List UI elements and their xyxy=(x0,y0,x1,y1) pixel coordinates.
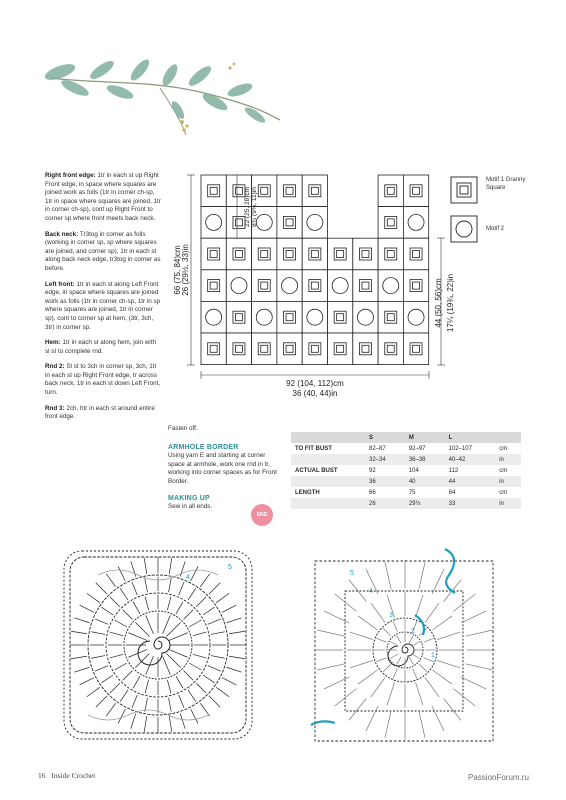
right-chart-round-label: 5 xyxy=(350,570,354,577)
motif1-legend-icon xyxy=(450,176,478,204)
table-cell xyxy=(291,454,365,465)
granny-square-motif xyxy=(328,333,353,365)
table-cell: cm xyxy=(499,467,508,474)
stitch-mark xyxy=(132,695,137,708)
stitch-mark xyxy=(461,677,486,689)
back-neck-heading: Back neck: xyxy=(45,230,79,238)
stitch-mark xyxy=(180,561,185,576)
stitch-mark xyxy=(123,610,133,620)
table-cell: 26 xyxy=(365,498,405,509)
table-cell xyxy=(291,476,365,487)
stitch-mark xyxy=(145,578,148,592)
stitch-mark xyxy=(209,696,220,707)
table-cell: TO FIT BUST xyxy=(295,445,332,452)
stitch-mark xyxy=(229,631,245,634)
stitch-mark xyxy=(74,667,89,672)
stitch-mark xyxy=(358,670,377,684)
stitch-mark xyxy=(144,558,147,574)
stitch-mark xyxy=(433,616,452,630)
hem-heading: Hem: xyxy=(45,339,61,347)
stitch-mark xyxy=(163,615,171,633)
stitch-mark xyxy=(413,668,417,678)
granny-square-motif xyxy=(378,207,403,239)
size-table-header-row xyxy=(291,432,521,443)
table-cell: 36 xyxy=(365,476,405,487)
stitch-mark xyxy=(437,632,460,639)
inner-height-label-cm: 22 (25, 28)cm xyxy=(244,186,251,228)
stitch-mark xyxy=(222,678,236,685)
stitch-mark xyxy=(358,616,377,630)
stitch-mark xyxy=(123,670,133,680)
stitch-mark xyxy=(453,689,475,706)
stitch-mark xyxy=(412,654,420,659)
stitch-mark xyxy=(216,593,229,602)
stitch-mark xyxy=(167,680,171,694)
stitch-mark xyxy=(176,676,183,688)
stitch-mark xyxy=(166,622,180,636)
left-column xyxy=(45,172,161,429)
stitch-mark xyxy=(211,656,225,659)
granny-square-motif xyxy=(252,333,277,365)
stitch-mark xyxy=(416,595,423,618)
rnd2-heading: Rnd 2: xyxy=(45,363,65,371)
right-chart-round-label: 3 xyxy=(389,612,393,619)
left-front-paragraph xyxy=(45,281,161,333)
motif-grid xyxy=(201,175,429,365)
stitch-mark xyxy=(179,695,184,708)
stitch-mark xyxy=(419,710,425,737)
stitch-mark xyxy=(432,569,444,594)
hem-body: 1tr in each st along hem, join with sl st to complete rnd. xyxy=(45,339,156,355)
granny-square-motif xyxy=(403,270,428,302)
stitch-mark xyxy=(226,618,241,623)
table-cell: 44 xyxy=(445,476,496,487)
hem-paragraph xyxy=(45,339,161,356)
granny-square-motif xyxy=(252,270,277,302)
table-cell: 102–107 xyxy=(448,445,472,452)
granny-square-motif xyxy=(277,175,302,207)
granny-square-motif xyxy=(403,175,428,207)
stitch-mark xyxy=(110,654,124,658)
stitch-mark xyxy=(383,628,391,636)
stitch-mark xyxy=(371,678,385,697)
stitch-mark xyxy=(183,610,193,620)
table-cell xyxy=(291,498,365,509)
stitch-mark xyxy=(180,713,185,728)
stitch-mark xyxy=(433,670,452,684)
right-front-edge-body: 1tr in each st up Right Front edge, in space where squares are joined work as foll​s (1tr in corner ch-sp, 1tr in space where squares are joined, 1tr in corner ch-sp), cont up Right Front to corner sp where front meets back neck. xyxy=(45,172,161,222)
stitch-mark xyxy=(409,635,414,643)
table-cell: 66 xyxy=(369,489,376,496)
table-row xyxy=(291,487,521,498)
stitch-mark xyxy=(169,578,172,592)
stitch-mark xyxy=(118,709,125,723)
table-cell: ACTUAL BUST xyxy=(295,467,338,474)
stitch-mark xyxy=(425,678,439,697)
stitch-mark xyxy=(133,602,140,614)
granny-square-motif xyxy=(302,333,327,365)
table-cell: 32–34 xyxy=(365,454,405,465)
table-cell: 33 xyxy=(445,498,496,509)
size-table-header xyxy=(495,432,521,443)
table-row xyxy=(291,454,521,465)
stitch-mark xyxy=(390,642,398,647)
right-chart-round-label: 2 xyxy=(411,628,415,635)
stitch-mark xyxy=(106,703,115,716)
stitch-mark xyxy=(188,588,196,600)
left-height-label-cm: 66 (75, 84)cm xyxy=(173,245,182,295)
stitch-mark xyxy=(146,656,154,674)
right-front-edge-paragraph xyxy=(45,172,161,224)
granny-square-motif xyxy=(201,333,226,365)
stitch-mark xyxy=(366,706,378,731)
width-label-in: 36 (40, 44)in xyxy=(292,389,338,398)
stitch-mark xyxy=(416,682,423,705)
stitch-mark xyxy=(444,698,461,720)
granny-square-motif xyxy=(302,238,327,270)
stitch-mark xyxy=(131,561,136,576)
granny-square-motif xyxy=(277,238,302,270)
stitch-mark xyxy=(189,620,201,627)
stitch-mark xyxy=(350,661,373,668)
stitch-mark xyxy=(425,603,439,622)
stitch-mark xyxy=(208,619,221,624)
chart-stitch-marks xyxy=(70,557,246,733)
circle-motif xyxy=(302,301,327,333)
stitch-mark xyxy=(167,597,171,611)
stitch-mark xyxy=(80,605,94,612)
watermark: PassionForum.ru xyxy=(468,773,529,782)
table-row xyxy=(291,443,521,454)
left-front-heading: Left front: xyxy=(45,280,75,288)
stitch-mark xyxy=(191,709,198,723)
stitch-mark xyxy=(437,661,460,668)
page-footer xyxy=(38,771,95,780)
stitch-mark xyxy=(317,630,344,636)
granny-square-motif xyxy=(353,238,378,270)
rnd2-paragraph xyxy=(45,363,161,397)
table-cell: 75 xyxy=(408,489,416,496)
fasten-off-text: Fasten off. xyxy=(168,425,198,432)
stitch-mark xyxy=(101,675,113,683)
stitch-mark xyxy=(95,619,108,624)
stitch-mark xyxy=(163,656,171,674)
making-up-body: Sew in all ends. xyxy=(168,503,213,511)
granny-square-motif xyxy=(277,333,302,365)
granny-square-motif xyxy=(201,238,226,270)
table-cell: in xyxy=(495,476,521,487)
granny-square-motif xyxy=(277,207,302,239)
stitch-mark xyxy=(91,656,105,659)
granny-square-motif xyxy=(328,301,353,333)
stitch-mark xyxy=(120,588,128,600)
left-chart-round-label: 4 xyxy=(186,574,190,581)
stitch-mark xyxy=(87,687,100,696)
stitch-mark xyxy=(350,632,373,639)
stitch-mark xyxy=(133,676,140,688)
right-height-label-in: 17¼ (19¾, 22)in xyxy=(446,273,455,333)
size-table-header: M xyxy=(405,432,445,443)
back-neck-paragraph xyxy=(45,231,161,274)
stitch-mark xyxy=(419,664,427,672)
circle-motif xyxy=(378,270,403,302)
stitch-mark xyxy=(169,716,172,732)
stitch-mark xyxy=(135,622,149,636)
rnd2-body: Sl st to 3ch in corner sp, 3ch, 1tr in each st up Right Front edge, tr across back neck, 1tr in each st down Left Front, turn. xyxy=(45,363,161,397)
stitch-mark xyxy=(145,680,149,694)
stitch-mark xyxy=(216,687,229,696)
rnd3-heading: Rnd 3: xyxy=(45,404,65,412)
stitch-mark xyxy=(179,582,184,595)
table-cell: 29½ xyxy=(405,498,445,509)
granny-square-motif xyxy=(302,175,327,207)
stitch-mark xyxy=(465,664,492,670)
stitch-mark xyxy=(419,562,425,589)
stitch-mark xyxy=(412,642,420,647)
left-chart-round-label: 5 xyxy=(228,564,232,571)
stitch-mark xyxy=(376,638,386,642)
table-cell: 84 xyxy=(448,489,456,496)
rnd3-paragraph xyxy=(45,405,161,422)
size-table xyxy=(291,432,521,509)
stitch-mark xyxy=(110,632,124,636)
granny-square-motif xyxy=(378,333,403,365)
stitch-mark xyxy=(106,574,115,587)
armhole-border-heading: ARMHOLE BORDER xyxy=(168,443,239,451)
table-cell: 112 xyxy=(448,467,459,474)
stitch-mark xyxy=(120,690,128,702)
stitch-mark xyxy=(176,602,183,614)
circle-motif xyxy=(277,270,302,302)
stitch-mark xyxy=(200,703,209,716)
stitch-mark xyxy=(317,664,344,670)
granny-square-motif xyxy=(201,175,226,207)
granny-square-motif xyxy=(226,333,251,365)
armhole-border-body: Using yarn E and starting at corner space at armhole, work one rnd in tr, working into corner spaces as for Front Border. xyxy=(168,452,277,485)
stitch-mark xyxy=(335,689,357,706)
motif1-legend-label: Motif 1 Granny Square xyxy=(486,177,526,191)
stitch-mark xyxy=(183,670,193,680)
granny-square-motif xyxy=(226,238,251,270)
table-cell: LENGTH xyxy=(295,489,320,496)
table-cell: cm xyxy=(499,489,508,496)
stitch-mark xyxy=(191,567,198,581)
granny-square-motif xyxy=(403,238,428,270)
stitch-mark xyxy=(91,632,105,635)
stitch-mark xyxy=(80,678,94,685)
stitch-mark xyxy=(145,597,149,611)
stitch-mark xyxy=(145,698,148,712)
circle-motif xyxy=(252,301,277,333)
publication-name: Inside Crochet xyxy=(51,771,96,780)
stitch-mark xyxy=(393,621,397,631)
stitch-mark xyxy=(71,631,87,634)
stitch-mark xyxy=(95,666,108,671)
stitch-mark xyxy=(371,603,385,622)
stitch-mark xyxy=(96,583,107,594)
table-cell: 92 xyxy=(369,467,376,474)
stitch-mark xyxy=(193,632,207,636)
table-row xyxy=(291,476,521,487)
stitch-mark xyxy=(200,574,209,587)
table-row xyxy=(291,498,521,509)
stitch-mark xyxy=(169,698,172,712)
stitch-mark xyxy=(169,558,172,574)
stitch-mark xyxy=(118,567,125,581)
granny-square-crochet-chart xyxy=(58,545,258,745)
granny-square-motif xyxy=(328,238,353,270)
chart-stitch-marks xyxy=(315,560,495,740)
stitch-mark xyxy=(465,630,492,636)
table-cell: 82–87 xyxy=(369,445,386,452)
granny-square-motif xyxy=(302,270,327,302)
stitch-mark xyxy=(132,582,137,595)
granny-square-motif xyxy=(353,270,378,302)
stitch-mark xyxy=(229,656,245,659)
page-number: 16 xyxy=(38,771,46,780)
table-cell: in xyxy=(495,454,521,465)
stitch-mark xyxy=(385,562,391,589)
granny-square-motif xyxy=(378,238,403,270)
granny-square-motif xyxy=(201,270,226,302)
stitch-mark xyxy=(409,657,414,665)
right-front-edge-heading: Right front edge: xyxy=(45,172,96,179)
circle-motif xyxy=(226,270,251,302)
table-cell: in xyxy=(495,498,521,509)
stitch-mark xyxy=(193,654,207,658)
stitch-mark xyxy=(385,710,391,737)
stitch-mark xyxy=(376,658,386,662)
stitch-mark xyxy=(71,656,87,659)
left-height-label-in: 26 (29½, 33)in xyxy=(181,244,190,296)
stitch-mark xyxy=(203,607,215,615)
middle-column xyxy=(168,425,280,512)
size-table-header xyxy=(291,432,365,443)
width-label-cm: 92 (104, 112)cm xyxy=(286,379,344,388)
stitch-mark xyxy=(115,663,127,670)
stitch-mark xyxy=(169,650,187,658)
left-front-body: 1tr in each st along Left Front edge, in space where squares are joined work as folls (1tr in corner ch-sp, 1tr in sp where squares are joined, 1tr in corner sp), cont to corner sp at hem, (3tr, 3ch, 3tr) in corner sp. xyxy=(45,280,161,331)
stitch-mark xyxy=(383,664,391,672)
stitch-mark xyxy=(101,607,113,615)
granny-square-motif xyxy=(378,301,403,333)
inner-height-label-in: 8¾ (9¾, 11)in xyxy=(251,187,258,227)
yarn-change-markers xyxy=(311,549,455,725)
stitch-mark xyxy=(74,618,89,623)
granny-square-motif xyxy=(403,333,428,365)
granny-square-motif xyxy=(277,301,302,333)
stitch-mark xyxy=(87,593,100,602)
size-table-header: L xyxy=(445,432,496,443)
stitch-mark xyxy=(211,632,225,635)
rnd3-body: 2ch, htr in each st around entire front edge. xyxy=(45,404,155,421)
circle-motif xyxy=(403,301,428,333)
table-cell: 40–42 xyxy=(445,454,496,465)
motif2-legend-label: Motif 2 xyxy=(486,226,505,232)
leaf-branch-illustration xyxy=(40,40,290,140)
table-row xyxy=(291,465,521,476)
stitch-mark xyxy=(397,635,402,643)
stitch-mark xyxy=(166,653,180,667)
stitch-mark xyxy=(196,683,206,693)
table-cell: cm xyxy=(499,445,508,452)
stitch-mark xyxy=(135,653,149,667)
stitch-mark xyxy=(169,633,187,641)
stitch-mark xyxy=(461,611,486,623)
circle-motif xyxy=(201,207,226,239)
circle-motif xyxy=(201,301,226,333)
stitch-mark xyxy=(196,597,206,607)
stitch-mark xyxy=(349,698,366,720)
stitch-mark xyxy=(387,682,394,705)
granny-square-motif xyxy=(353,333,378,365)
size-table-header: S xyxy=(365,432,405,443)
stitch-mark xyxy=(189,663,201,670)
stitch-mark xyxy=(226,667,241,672)
circle-motif-crochet-chart xyxy=(305,545,505,755)
granny-square-motif xyxy=(252,238,277,270)
garment-schematic xyxy=(165,165,460,400)
granny-square-motif xyxy=(378,175,403,207)
stitch-mark xyxy=(432,706,444,731)
stitch-mark xyxy=(110,597,120,607)
right-height-label-cm: 44 (50, 56)cm xyxy=(434,278,443,328)
stitch-mark xyxy=(115,620,127,627)
stitch-mark xyxy=(188,690,196,702)
right-chart-round-label: 1 xyxy=(431,652,435,659)
table-cell: 92–97 xyxy=(408,445,426,452)
motif2-legend-icon xyxy=(450,215,478,243)
stitch-mark xyxy=(128,633,146,641)
stitch-mark xyxy=(131,713,136,728)
stitch-mark xyxy=(208,666,221,671)
stitch-mark xyxy=(335,594,357,611)
circle-motif xyxy=(353,301,378,333)
right-chart-round-label: 4 xyxy=(369,588,373,595)
granny-square-motif xyxy=(226,301,251,333)
circle-motif xyxy=(328,270,353,302)
table-cell: 104 xyxy=(408,467,419,474)
stitch-mark xyxy=(128,650,146,658)
stitch-mark xyxy=(397,657,402,665)
end-badge: END xyxy=(251,504,273,526)
stitch-mark xyxy=(144,716,147,732)
circle-motif xyxy=(403,207,428,239)
stitch-mark xyxy=(423,638,433,642)
stitch-mark xyxy=(222,605,236,612)
table-cell: 40 xyxy=(405,476,445,487)
stitch-mark xyxy=(110,683,120,693)
table-cell: 36–38 xyxy=(405,454,445,465)
stitch-mark xyxy=(390,654,398,659)
stitch-mark xyxy=(146,615,154,633)
back-neck-body: Tr3tog in corner as folls (working in corner sp, sp where squares are joined, and corner sp), 1tr in each st along back neck edge, tr3tog in corner as before. xyxy=(45,230,161,272)
circle-motif xyxy=(302,207,327,239)
making-up-heading: MAKING UP xyxy=(168,494,210,502)
stitch-mark xyxy=(96,696,107,707)
stitch-mark xyxy=(209,583,220,594)
stitch-mark xyxy=(453,594,475,611)
stitch-mark xyxy=(203,675,215,683)
stitch-mark xyxy=(393,668,397,678)
